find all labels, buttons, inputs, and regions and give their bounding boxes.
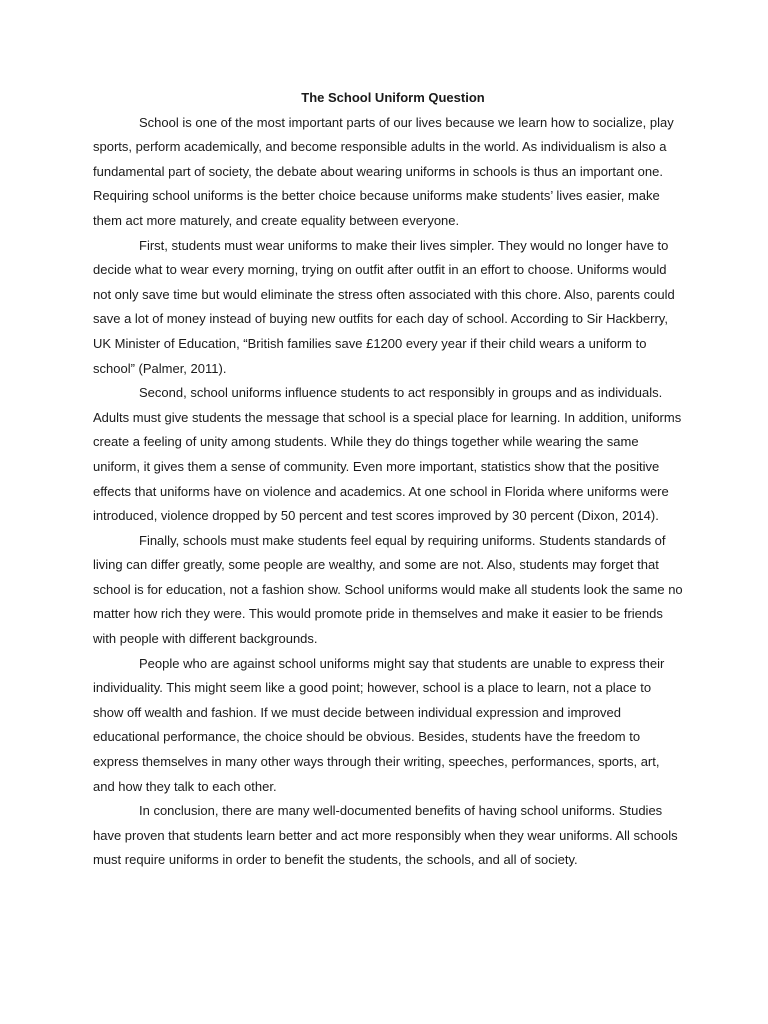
- paragraph-counterargument: People who are against school uniforms might say that students are unable to express their individuality. This might seem like a good point; however, school is a place to learn, not a place to show off wealth and fashion. If we must decide between individual expression and improved educational performance, the choice should be obvious. Besides, students have the freedom to express themselves in many other ways through their writing, speeches, performances, sports, art, and how they talk to each other.: [93, 655, 665, 794]
- paragraph-third-argument: Finally, schools must make students feel equal by requiring uniforms. Students standards of living can differ greatly, some people are wealthy, and some are not. Also, students may forget that school is for education, not a fashion show. School uniforms would make all students look the same no matter how rich they were. This would promote pride in themselves and make it easier to be friends with people with different backgrounds.: [93, 532, 683, 647]
- document-page: [93, 86, 683, 873]
- document-title: The School Uniform Question: [301, 90, 485, 105]
- paragraph-conclusion: In conclusion, there are many well-documented benefits of having school uniforms. Studies have proven that students learn better and act more responsibly when they wear uniforms. All schools must require uniforms in order to benefit the students, the schools, and all of society.: [93, 803, 678, 868]
- paragraph-introduction: School is one of the most important parts of our lives because we learn how to socialize, play sports, perform academically, and become responsible adults in the world. As individualism is also a fundamental part of society, the debate about wearing uniforms in schools is thus an important one. Requiring school uniforms is the better choice because uniforms make students’ lives easier, make them act more maturely, and create equality between everyone.: [93, 114, 674, 228]
- paragraph-first-argument: First, students must wear uniforms to make their lives simpler. They would no longer have to decide what to wear every morning, trying on outfit after outfit in an effort to choose. Uniforms would not only save time but would eliminate the stress often associated with this chore. Also, parents could save a lot of money instead of buying new outfits for each day of school. According to Sir Hackberry, UK Minister of Education, “British families save £1200 every year if their child wears a uniform to school” (Palmer, 2011).: [93, 237, 675, 376]
- paragraph-second-argument: Second, school uniforms influence students to act responsibly in groups and as individuals. Adults must give students the message that school is a special place for learning. In addition, uniforms create a feeling of unity among students. While they do things together while wearing the same uniform, it gives them a sense of community. Even more important, statistics show that the positive effects that uniforms have on violence and academics. At one school in Florida where uniforms were introduced, violence dropped by 50 percent and test scores improved by 30 percent (Dixon, 2014).: [93, 385, 682, 524]
